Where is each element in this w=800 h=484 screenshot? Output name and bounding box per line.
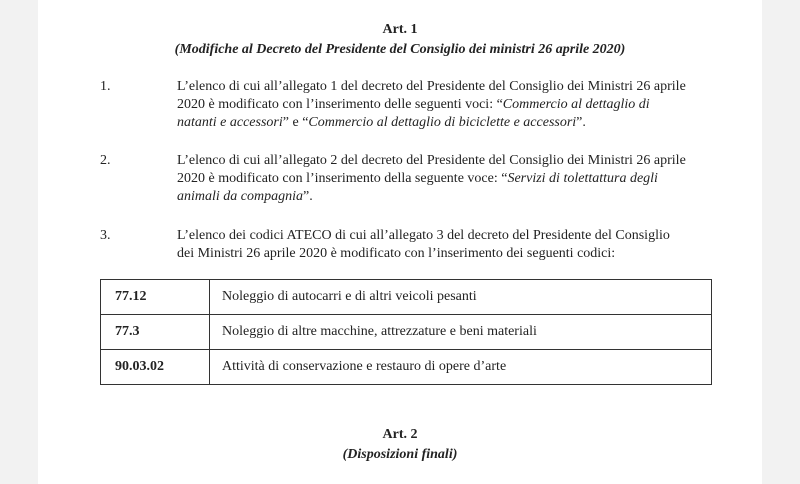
article-2-subtitle: (Disposizioni finali): [342, 447, 458, 462]
paragraph-line: dei Ministri 26 aprile 2020 è modificato con l’inserimento dei seguenti codici:: [177, 246, 616, 261]
table-row: [101, 350, 712, 385]
paragraph-line: [177, 188, 741, 206]
paragraph-number: 1.: [100, 79, 111, 94]
paragraph-line: L’elenco dei codici ATECO di cui all’allegato 3 del decreto del Presidente del Consiglio: [177, 228, 670, 243]
text-span: 2020 è modificato con l’inserimento della seguente voce: “: [177, 171, 508, 186]
ateco-description-cell: Noleggio di altre macchine, attrezzature e beni materiali: [210, 315, 712, 350]
paragraph-line: [177, 170, 741, 188]
text-span: ” e “: [282, 115, 309, 130]
text-span: ”.: [303, 189, 313, 204]
quoted-entry: Commercio al dettaglio di: [502, 97, 650, 112]
paragraph-line: L’elenco di cui all’allegato 1 del decreto del Presidente del Consiglio dei Ministri 26 aprile: [177, 79, 686, 94]
ateco-code-cell: 77.3: [101, 315, 210, 350]
ateco-description-cell: Noleggio di autocarri e di altri veicoli pesanti: [210, 280, 712, 315]
quoted-entry: Servizi di tolettattura degli: [507, 171, 658, 186]
ateco-code-cell: 90.03.02: [101, 350, 210, 385]
ateco-description-cell: Attività di conservazione e restauro di opere d’arte: [210, 350, 712, 385]
paragraph-line: [177, 96, 741, 114]
ateco-codes-table: [100, 279, 712, 385]
paragraph-text: [177, 78, 741, 132]
paragraph-number: 3.: [100, 228, 111, 243]
article-1-subtitle: (Modifiche al Decreto del Presidente del Consiglio dei ministri 26 aprile 2020): [174, 42, 626, 57]
quoted-entry: natanti e accessori: [177, 115, 283, 130]
text-span: 2020 è modificato con l’inserimento delle seguenti voci: “: [177, 97, 503, 112]
table-row: [101, 280, 712, 315]
table-row: [101, 315, 712, 350]
article-1-title: Art. 1: [382, 22, 418, 37]
paragraph-number: 2.: [100, 153, 111, 168]
quoted-entry: Commercio al dettaglio di biciclette e accessori: [308, 115, 577, 130]
paragraph-line: L’elenco di cui all’allegato 2 del decreto del Presidente del Consiglio dei Ministri 26 aprile: [177, 153, 686, 168]
article-2-title: Art. 2: [382, 427, 418, 442]
paragraph-text: [177, 152, 741, 206]
paragraph-line: [177, 114, 741, 132]
document-page: [38, 0, 762, 484]
text-span: ”.: [576, 115, 586, 130]
paragraph-text: [177, 227, 741, 263]
ateco-code-cell: 77.12: [101, 280, 210, 315]
quoted-entry: animali da compagnia: [177, 189, 303, 204]
